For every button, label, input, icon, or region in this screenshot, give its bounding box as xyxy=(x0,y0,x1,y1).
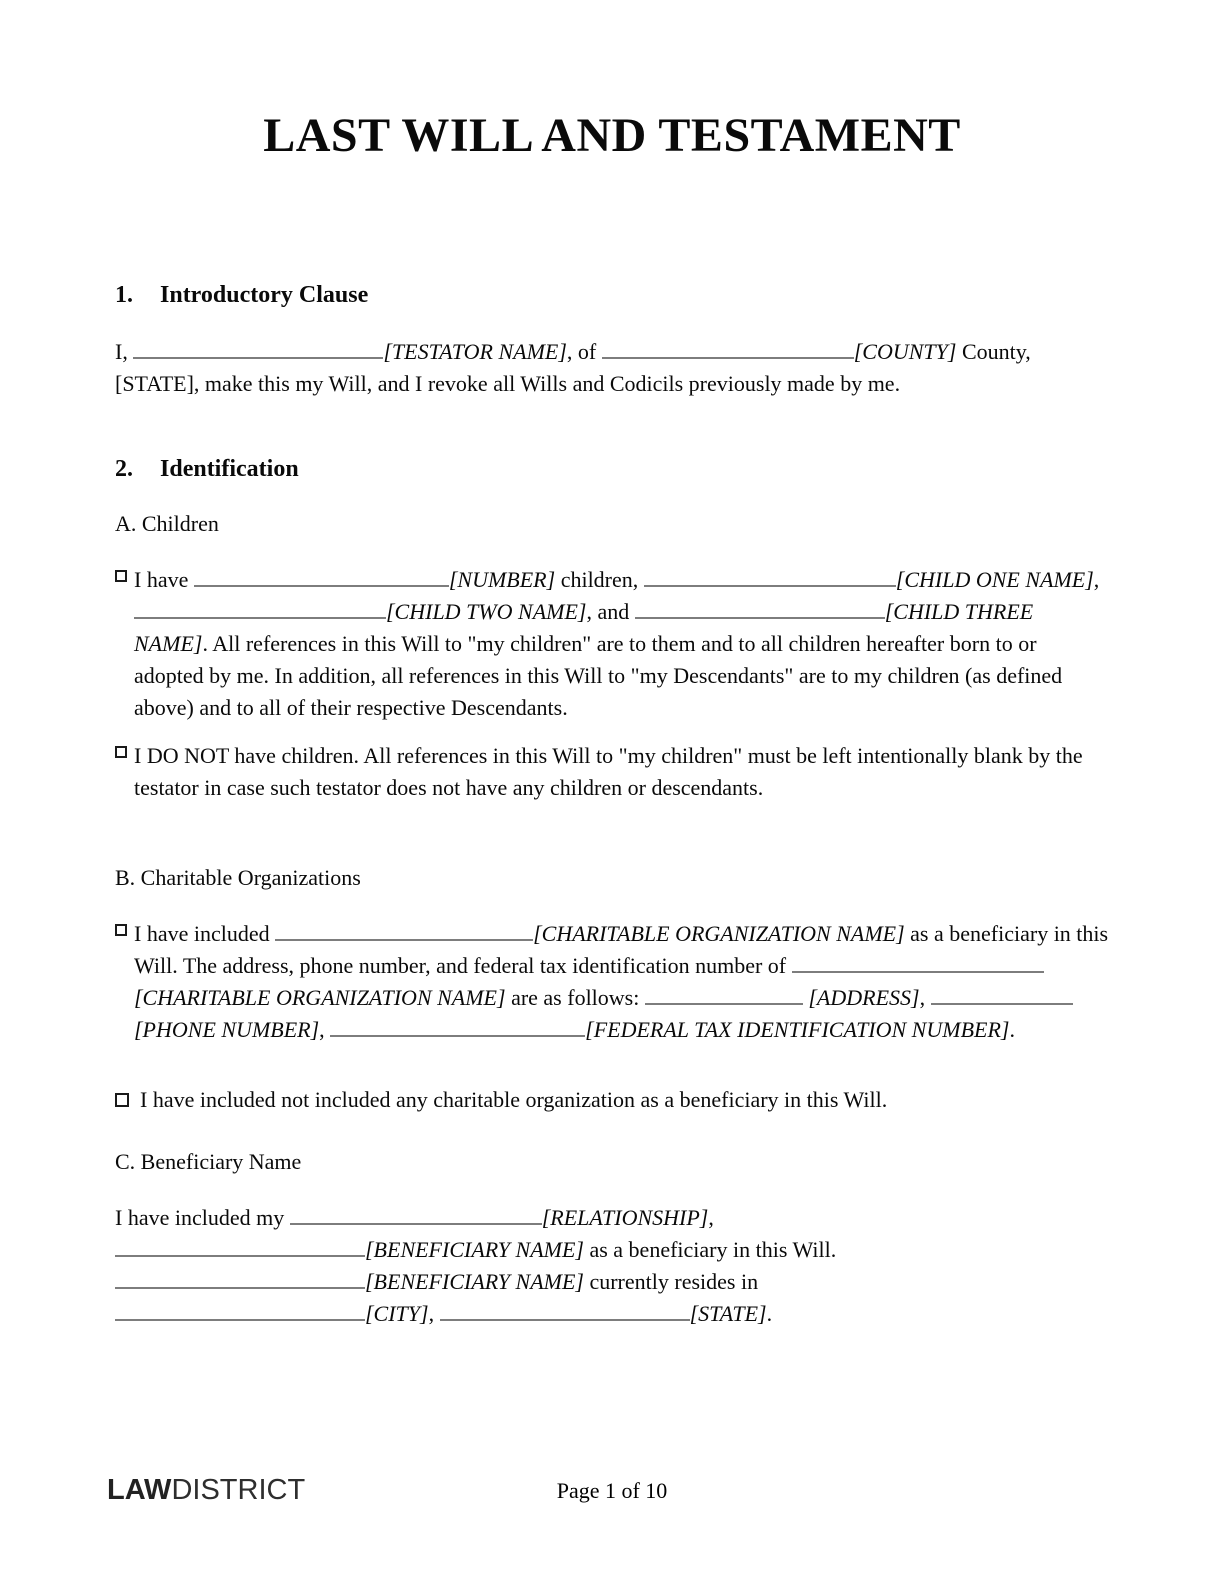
paragraph xyxy=(115,564,1110,724)
placeholder-text: [ADDRESS] xyxy=(808,985,920,1010)
paragraph xyxy=(115,1084,1110,1116)
placeholder-text: [CHILD ONE NAME] xyxy=(895,567,1094,592)
text-run: I, xyxy=(115,339,134,364)
section-title: Identification xyxy=(160,456,299,482)
section-heading xyxy=(115,454,1110,484)
placeholder-text: [COUNTY] xyxy=(853,339,957,364)
subsection-heading: C. Beneficiary Name xyxy=(115,1149,302,1174)
placeholder-text: [NUMBER] xyxy=(448,567,556,592)
section-number: 2. xyxy=(115,456,133,482)
placeholder-text: [BENEFICIARY NAME] xyxy=(365,1269,584,1294)
section-title: Introductory Clause xyxy=(160,282,369,308)
placeholder-text: [FEDERAL TAX IDENTIFICATION NUMBER] xyxy=(585,1017,1010,1042)
placeholder-text: [TESTATOR NAME] xyxy=(383,339,567,364)
subsection-heading: A. Children xyxy=(115,511,219,536)
text-run: , and xyxy=(586,599,635,624)
blank-field xyxy=(115,1267,365,1289)
placeholder-text: [CHARITABLE ORGANIZATION NAME] xyxy=(533,921,905,946)
paragraph xyxy=(115,918,1110,1046)
text-run: as a beneficiary in this Will. xyxy=(583,1237,837,1262)
blank-field xyxy=(792,951,1044,973)
text-run: , xyxy=(1093,567,1100,592)
text-run: are as follows: xyxy=(505,985,645,1010)
blank-field xyxy=(602,337,854,359)
text-run: I have included my xyxy=(115,1205,290,1230)
checkbox-unchecked-icon[interactable] xyxy=(115,924,127,936)
blank-field xyxy=(644,565,896,587)
text-run: County, [STATE], make this my Will, and I revoke all Wills and Codicils previously made by me. xyxy=(115,339,1031,396)
subsection-heading: B. Charitable Organizations xyxy=(115,865,361,890)
document-body xyxy=(115,164,1110,1330)
page-number: Page 1 of 10 xyxy=(556,1478,668,1503)
section-heading xyxy=(115,280,1110,310)
logo-district: DISTRICT xyxy=(171,1474,306,1506)
blank-field xyxy=(440,1299,690,1321)
blank-field xyxy=(330,1015,585,1037)
placeholder-text: [STATE] xyxy=(689,1301,767,1326)
text-run: children, xyxy=(555,567,644,592)
checkbox-unchecked-icon[interactable] xyxy=(115,1093,129,1107)
blank-field xyxy=(275,919,533,941)
placeholder-text: [CHILD THREE NAME] xyxy=(134,599,1034,656)
section-number: 1. xyxy=(115,282,133,308)
text-run: . All references in this Will to "my children" are to them and to all children hereafter born to or adopted by me. In addition, all references in this Will to "my Descendants" are to my children (as defined above) and to all of their respective Descendants. xyxy=(134,631,1063,720)
text-run: . xyxy=(766,1301,773,1326)
page-footer xyxy=(0,1474,1224,1514)
paragraph xyxy=(115,1202,1110,1330)
placeholder-text: [PHONE NUMBER] xyxy=(134,1017,320,1042)
text-run: . xyxy=(1009,1017,1015,1042)
text-run: , of xyxy=(566,339,602,364)
paragraph xyxy=(115,740,1110,804)
placeholder-text: [CHILD TWO NAME] xyxy=(386,599,587,624)
text-run: , xyxy=(319,1017,331,1042)
blank-field xyxy=(134,597,386,619)
blank-field xyxy=(635,597,885,619)
text-run: currently resides in xyxy=(583,1269,759,1294)
blank-field xyxy=(115,1299,365,1321)
blank-field xyxy=(290,1203,542,1225)
document-title: LAST WILL AND TESTAMENT xyxy=(263,109,961,162)
blank-field xyxy=(931,983,1073,1005)
text-run: , xyxy=(919,985,931,1010)
text-run: , xyxy=(708,1205,714,1230)
placeholder-text: [BENEFICIARY NAME] xyxy=(365,1237,584,1262)
checkbox-unchecked-icon[interactable] xyxy=(115,570,127,582)
checkbox-unchecked-icon[interactable] xyxy=(115,746,127,758)
blank-field xyxy=(115,1235,365,1257)
placeholder-text: [CHARITABLE ORGANIZATION NAME] xyxy=(134,985,506,1010)
text-run: I have xyxy=(134,567,194,592)
text-run: as a beneficiary in this Will. The address, phone number, and federal tax identification number of xyxy=(134,921,1109,978)
paragraph xyxy=(115,336,1110,400)
text-run: , xyxy=(428,1301,440,1326)
text-run: I DO NOT have children. All references in this Will to "my children" must be left intentionally blank by the testator in case such testator does not have any children or descendants. xyxy=(134,743,1083,800)
blank-field xyxy=(194,565,449,587)
blank-field xyxy=(645,983,803,1005)
text-run: I have included not included any charitable organization as a beneficiary in this Will. xyxy=(140,1087,888,1112)
text-run: I have included xyxy=(134,921,276,946)
blank-field xyxy=(133,337,383,359)
placeholder-text: [CITY] xyxy=(365,1301,429,1326)
logo-law: LAW xyxy=(107,1474,172,1506)
placeholder-text: [RELATIONSHIP] xyxy=(541,1205,709,1230)
